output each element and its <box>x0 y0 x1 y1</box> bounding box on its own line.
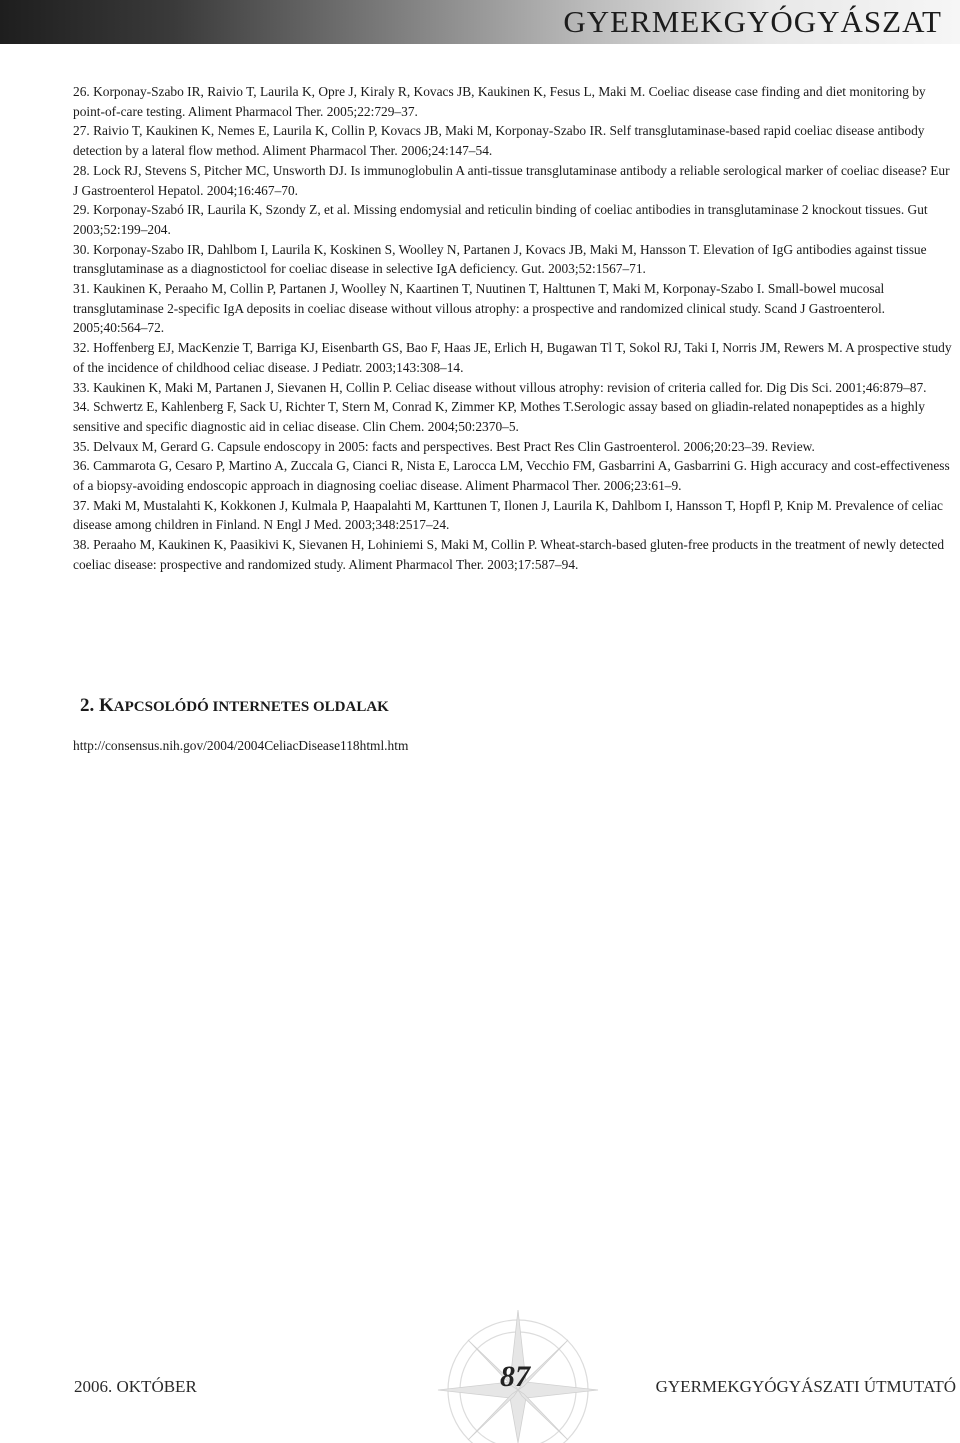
section-heading-number: 2. K <box>80 695 114 716</box>
footer-date: 2006. OKTÓBER <box>74 1377 197 1396</box>
reference-item: 34. Schwertz E, Kahlenberg F, Sack U, Richter T, Stern M, Conrad K, Zimmer KP, Mothes T.Serologic assay based on gliadin-related nonapeptides as a highly sensitive and specific diagnostic aid in celiac disease. Clin Chem. 2004;50:2370–5. <box>73 399 925 434</box>
header-bar <box>0 0 960 44</box>
reference-item: 38. Peraaho M, Kaukinen K, Paasikivi K, Sievanen H, Lohiniemi S, Maki M, Collin P. Wheat-starch-based gluten-free products in the treatment of newly detected coeliac disease: prospective and randomized study. Aliment Pharmacol Ther. 2003;17:587–94. <box>73 537 945 572</box>
reference-item: 33. Kaukinen K, Maki M, Partanen J, Sievanen H, Collin P. Celiac disease without villous atrophy: revision of criteria called for. Dig Dis Sci. 2001;46:879–87. <box>73 379 927 395</box>
reference-item: 32. Hoffenberg EJ, MacKenzie T, Barriga KJ, Eisenbarth GS, Bao F, Haas JE, Erlich H, Bugawan Tl T, Sokol RJ, Taki I, Norris JM, Rewers M. A prospective study of the incidence of childhood celiac disease. J Pediatr. 2003;143:308–14. <box>73 340 952 375</box>
related-link[interactable]: http://consensus.nih.gov/2004/2004CeliacDisease118html.htm <box>73 738 409 753</box>
reference-item: 37. Maki M, Mustalahti K, Kokkonen J, Kulmala P, Haapalahti M, Karttunen T, Ilonen J, Laurila K, Dahlbom I, Hansson T, Hopfl P, Knip M. Prevalence of celiac disease among children in Finland. N Engl J Med. 2003;348:2517–24. <box>73 497 943 533</box>
reference-item: 30. Korponay-Szabo IR, Dahlbom I, Laurila K, Koskinen S, Woolley N, Partanen J, Kovacs JB, Maki M, Hansson T. Elevation of IgG antibodies against tissue transglutaminase as a diagnostictool for coeliac disease in selective IgA deficiency. Gut. 2003;52:1567–71. <box>73 241 927 277</box>
footer-publication: GYERMEKGYÓGYÁSZATI ÚTMUTATÓ <box>655 1377 956 1396</box>
page-number: 87 <box>500 1360 530 1393</box>
section-heading-title: APCSOLÓDÓ INTERNETES OLDALAK <box>113 699 389 715</box>
reference-item: 31. Kaukinen K, Peraaho M, Collin P, Partanen J, Woolley N, Kaartinen T, Nuutinen T, Halttunen T, Maki M, Korponay-Szabo I. Small-bowel mucosal transglutaminase 2-specific IgA deposits in coeliac disease without villous atrophy: a prospective and randomized clinical study. Scand J Gastroenterol. 2005;40:564–72. <box>73 281 886 336</box>
journal-title: GYERMEKGYÓGYÁSZAT <box>563 4 942 39</box>
reference-item: 28. Lock RJ, Stevens S, Pitcher MC, Unsworth DJ. Is immunoglobulin A anti-tissue transglutaminase antibody a reliable serological marker of coeliac disease? Eur J Gastroenterol Hepatol. 2004;16:467–70. <box>73 162 950 198</box>
reference-item: 35. Delvaux M, Gerard G. Capsule endoscopy in 2005: facts and perspectives. Best Pract Res Clin Gastroenterol. 2006;20:23–39. Review. <box>73 438 815 454</box>
reference-item: 36. Cammarota G, Cesaro P, Martino A, Zuccala G, Cianci R, Nista E, Larocca LM, Vecchio FM, Gasbarrini A, Gasbarrini G. High accuracy and cost-effectiveness of a biopsy-avoiding endoscopic approach in diagnosing coeliac disease. Aliment Pharmacol Ther. 2006;23:61–9. <box>73 458 950 494</box>
reference-item: 27. Raivio T, Kaukinen K, Nemes E, Laurila K, Collin P, Kovacs JB, Maki M, Korponay-Szabo IR. Self transglutaminase-based rapid coeliac disease antibody detection by a lateral flow method. Aliment Pharmacol Ther. 2006;24:147–54. <box>73 123 925 159</box>
reference-item: 26. Korponay-Szabo IR, Raivio T, Laurila K, Opre J, Kiraly R, Kovacs JB, Kaukinen K, Fesus L, Maki M. Coeliac disease case finding and diet monitoring by point-of-care testing. Aliment Pharmacol Ther. 2005;22:729–37. <box>73 84 926 119</box>
reference-list <box>73 82 958 575</box>
reference-item: 29. Korponay-Szabó IR, Laurila K, Szondy Z, et al. Missing endomysial and reticulin binding of coeliac antibodies in transglutaminase 2 knockout tissues. Gut 2003;52:199–204. <box>73 202 928 237</box>
section-heading <box>80 695 389 717</box>
